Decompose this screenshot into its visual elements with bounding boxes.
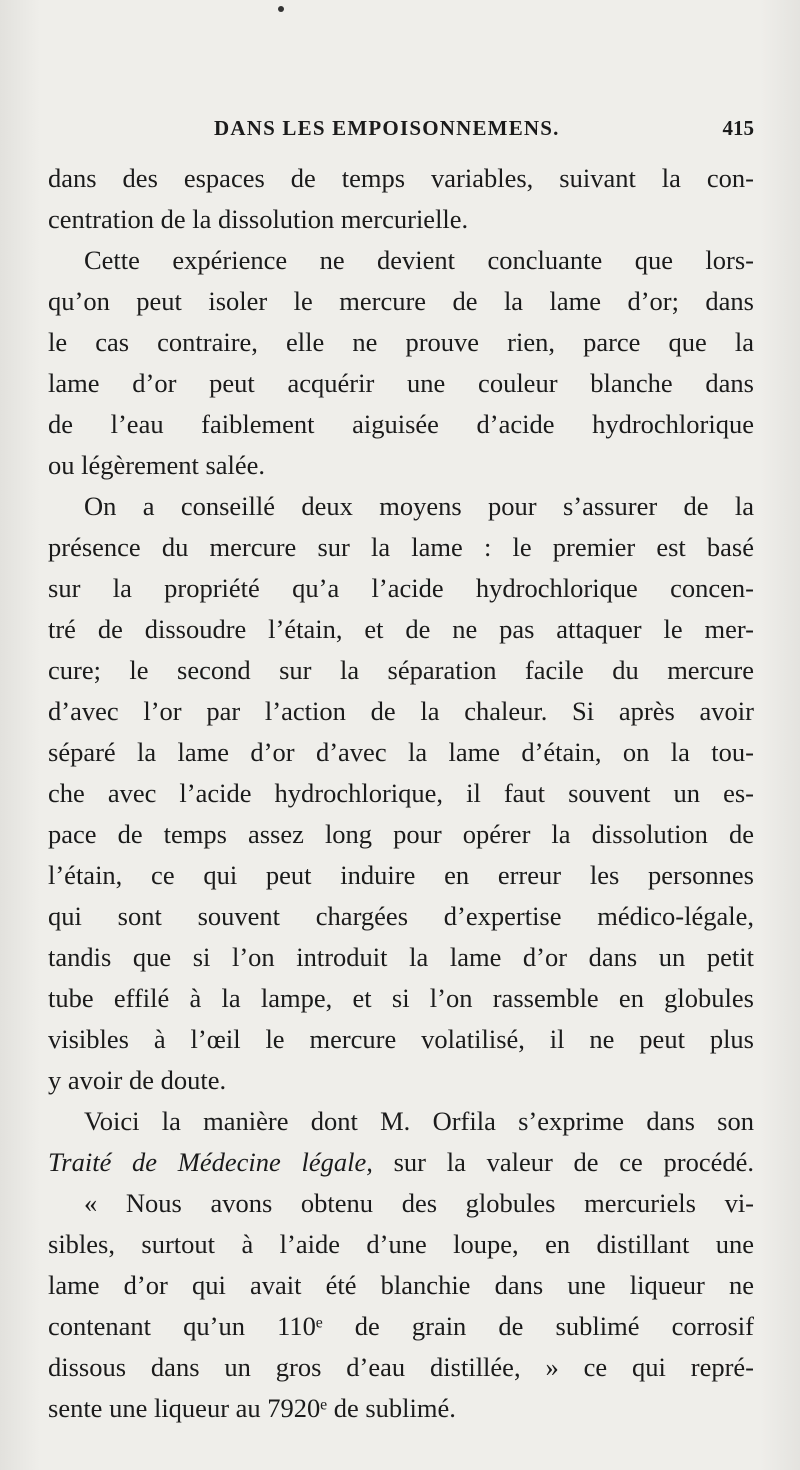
text-line: visibles à l’œil le mercure volatilisé, il ne peut plus	[48, 1024, 754, 1054]
text-line: d’avec l’or par l’action de la chaleur. Si après avoir	[48, 696, 754, 726]
text-line: lame d’or peut acquérir une couleur blanche dans	[48, 368, 754, 398]
running-title: DANS LES EMPOISONNEMENS.	[214, 116, 560, 140]
text-line: « Nous avons obtenu des globules mercuriels vi-	[84, 1188, 754, 1218]
text-line: lame d’or qui avait été blanchie dans une liqueur ne	[48, 1270, 754, 1300]
text-line: Cette expérience ne devient concluante que lors-	[84, 245, 754, 275]
text-line: contenant qu’un 110ᵉ de grain de sublimé corrosif	[48, 1311, 754, 1341]
text-line	[48, 1142, 754, 1183]
italic-title: Traité de Médecine légale,	[48, 1147, 373, 1177]
text-line: séparé la lame d’or d’avec la lame d’étain, on la tou-	[48, 737, 754, 767]
text-line: sur la propriété qu’a l’acide hydrochlorique concen-	[48, 573, 754, 603]
text-line: che avec l’acide hydrochlorique, il faut souvent un es-	[48, 778, 754, 808]
text-line: qui sont souvent chargées d’expertise médico-légale,	[48, 901, 754, 931]
body-text	[48, 158, 754, 1429]
text-line: pace de temps assez long pour opérer la dissolution de	[48, 819, 754, 849]
ink-speck	[278, 6, 284, 12]
text-line: Voici la manière dont M. Orfila s’exprime dans son	[84, 1106, 754, 1136]
text-line: cure; le second sur la séparation facile du mercure	[48, 655, 754, 685]
text-line: sente une liqueur au 7920ᵉ de sublimé.	[48, 1393, 456, 1423]
text-line: ou légèrement salée.	[48, 450, 266, 480]
page-header	[48, 116, 754, 146]
text-line: dissous dans un gros d’eau distillée, » ce qui repré-	[48, 1352, 754, 1382]
text-line: dans des espaces de temps variables, suivant la con-	[48, 163, 754, 193]
text-line: On a conseillé deux moyens pour s’assurer de la	[84, 491, 754, 521]
text-line: y avoir de doute.	[48, 1065, 227, 1095]
text-line: l’étain, ce qui peut induire en erreur les personnes	[48, 860, 754, 890]
text-line: sibles, surtout à l’aide d’une loupe, en distillant une	[48, 1229, 754, 1259]
page-number: 415	[722, 116, 754, 140]
text-line: centration de la dissolution mercurielle.	[48, 204, 469, 234]
text-line: tandis que si l’on introduit la lame d’or dans un petit	[48, 942, 754, 972]
text-line: qu’on peut isoler le mercure de la lame d’or; dans	[48, 286, 754, 316]
text-line: présence du mercure sur la lame : le premier est basé	[48, 532, 754, 562]
text-line: de l’eau faiblement aiguisée d’acide hydrochlorique	[48, 409, 754, 439]
text-line: tré de dissoudre l’étain, et de ne pas attaquer le mer-	[48, 614, 754, 644]
text-line: tube effilé à la lampe, et si l’on rassemble en globules	[48, 983, 754, 1013]
text-line: le cas contraire, elle ne prouve rien, parce que la	[48, 327, 754, 357]
text-line-rest: sur la valeur de ce procédé.	[372, 1147, 754, 1177]
